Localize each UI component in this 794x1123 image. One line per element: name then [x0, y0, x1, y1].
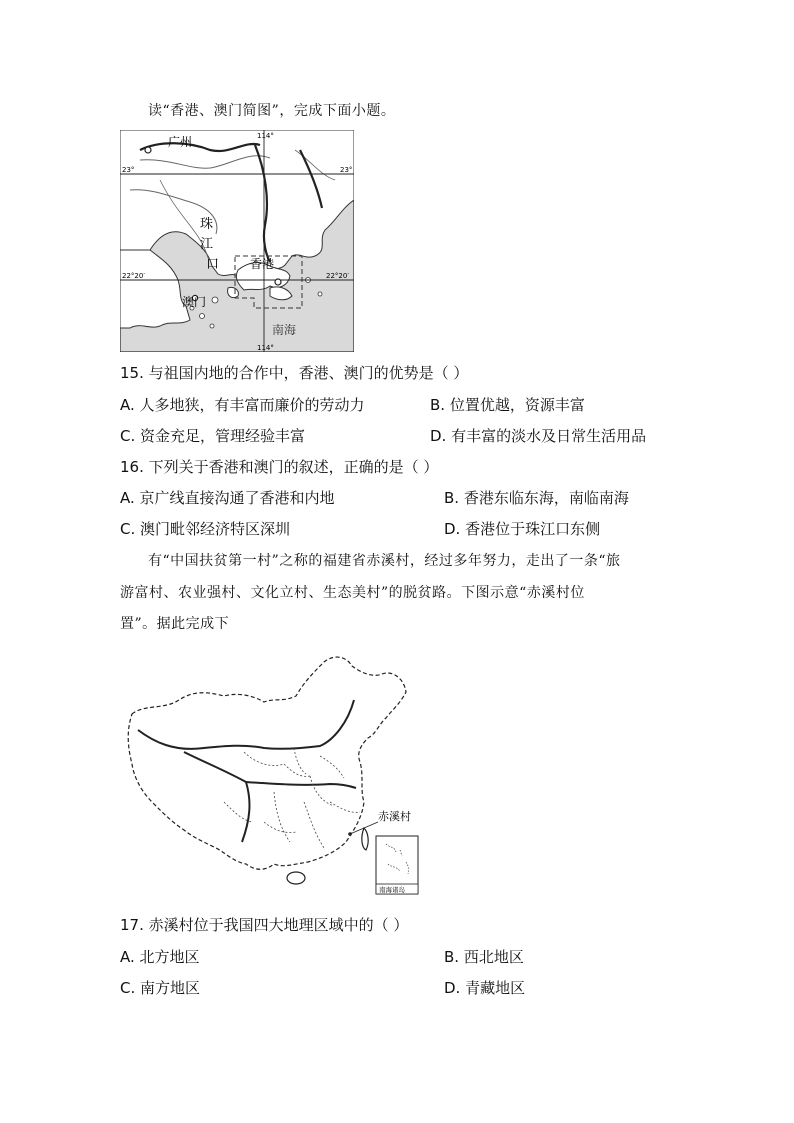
- q17-option-a[interactable]: A. 北方地区: [120, 948, 200, 966]
- passage-intro-2-line1: 有“中国扶贫第一村”之称的福建省赤溪村，经过多年努力，走出了一条“旅: [148, 553, 621, 569]
- passage-intro-1: 读“香港、澳门简图”，完成下面小题。: [148, 103, 396, 119]
- q16-stem: 16. 下列关于香港和澳门的叙述，正确的是（ ）: [120, 458, 439, 476]
- q17-option-b[interactable]: B. 西北地区: [444, 948, 524, 966]
- map1-label-jiang: 江: [200, 237, 214, 252]
- map1-lon-bottom: 114°: [257, 344, 274, 352]
- map1-label-kou: 口: [206, 257, 220, 272]
- map1-lat2220-right: 22°20′: [326, 272, 349, 280]
- q16-option-b[interactable]: B. 香港东临东海，南临南海: [444, 489, 629, 507]
- q16-option-a[interactable]: A. 京广线直接沟通了香港和内地: [120, 489, 335, 507]
- map1-lat2220-left: 22°20′: [122, 272, 145, 280]
- map1-lon-top: 114°: [257, 132, 274, 140]
- q16-option-d[interactable]: D. 香港位于珠江口东侧: [444, 520, 601, 538]
- passage-intro-2-line3: 置”。据此完成下: [120, 616, 230, 632]
- map1-label-hongkong: 香港: [250, 257, 275, 271]
- map1-lat23-right: 23°: [340, 166, 353, 174]
- q15-option-a[interactable]: A. 人多地狭，有丰富而廉价的劳动力: [120, 396, 365, 414]
- q15-option-c[interactable]: C. 资金充足，管理经验丰富: [120, 427, 306, 445]
- map1-label-zhu: 珠: [200, 217, 214, 232]
- map2-label-nanhai-islands: 南海诸岛: [379, 886, 405, 894]
- q16-option-c[interactable]: C. 澳门毗邻经济特区深圳: [120, 520, 291, 538]
- map1-lat23-left: 23°: [122, 166, 135, 174]
- q17-stem: 17. 赤溪村位于我国四大地理区域中的（ ）: [120, 916, 409, 934]
- map1-label-macau: 澳门: [182, 295, 207, 309]
- q17-option-c[interactable]: C. 南方地区: [120, 979, 201, 997]
- q17-option-d[interactable]: D. 青藏地区: [444, 979, 526, 997]
- map1-label-nanhai: 南海: [272, 323, 297, 337]
- map1-label-guangzhou: 广州: [168, 135, 193, 149]
- q15-option-d[interactable]: D. 有丰富的淡水及日常生活用品: [430, 427, 647, 445]
- q15-stem: 15. 与祖国内地的合作中，香港、澳门的优势是（ ）: [120, 364, 469, 382]
- passage-intro-2-line2: 游富村、农业强村、文化立村、生态美村”的脱贫路。下图示意“赤溪村位: [120, 585, 585, 601]
- china-map: [124, 652, 424, 896]
- hongkong-macau-map: [120, 130, 354, 352]
- map2-label-chixi: 赤溪村: [378, 810, 411, 823]
- q15-option-b[interactable]: B. 位置优越，资源丰富: [430, 396, 585, 414]
